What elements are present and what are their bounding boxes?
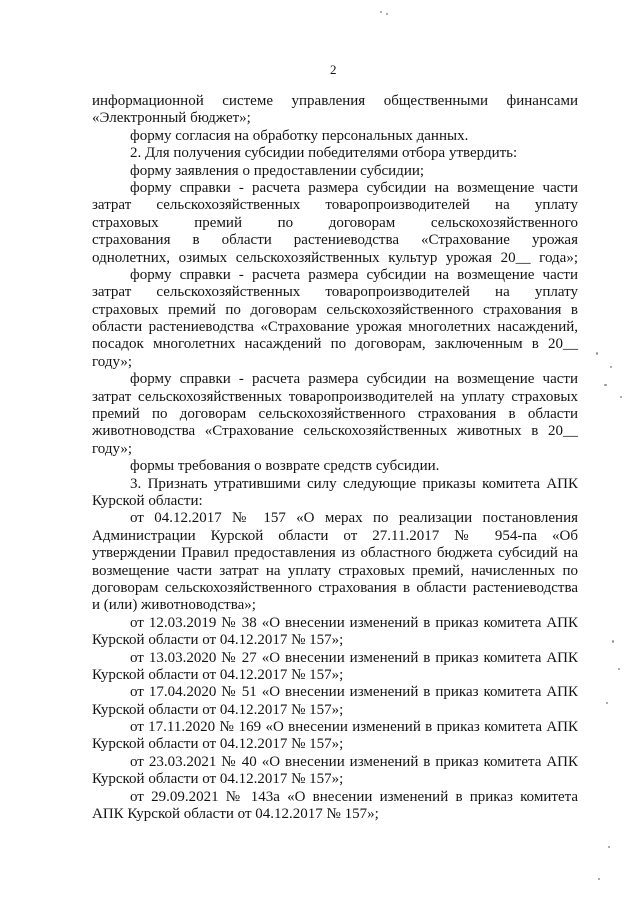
paragraph	[92, 615, 578, 650]
text-line: от 12.03.2019 № 38 «О внесении изменений в приказ комитета АПК	[130, 614, 578, 631]
paragraph	[92, 145, 578, 162]
paragraph	[92, 684, 578, 719]
text-line: году»;	[92, 353, 133, 370]
paragraph	[92, 650, 578, 685]
text-line: утверждении Правил предоставления из областного бюджета субсидий на	[92, 545, 578, 562]
text-line: форму справки - расчета размера субсидии на возмещение части	[130, 266, 578, 283]
text-line: форму справки - расчета размера субсидии на возмещение части	[130, 371, 578, 388]
scan-speck	[606, 702, 608, 704]
text-line: от 17.04.2020 № 51 «О внесении изменений в приказ комитета АПК	[130, 684, 578, 701]
text-line: затрат сельскохозяйственных товаропроизводителей на уплату	[92, 284, 578, 301]
text-line: году»;	[92, 440, 133, 457]
paragraph	[92, 128, 578, 145]
text-line: и (или) животноводства»;	[92, 597, 256, 614]
scan-speck	[612, 640, 614, 643]
text-line: животноводства «Страхование сельскохозяйственных животных в 20__	[92, 423, 578, 440]
scan-speck	[596, 352, 598, 355]
paragraph	[92, 458, 578, 475]
scan-speck	[386, 13, 388, 15]
text-line: форму справки - расчета размера субсидии на возмещение части	[130, 179, 578, 196]
paragraph	[92, 719, 578, 754]
text-line: формы требования о возврате средств субсидии.	[130, 458, 440, 475]
text-line: договорам сельскохозяйственного страхования в области растениеводства	[92, 579, 578, 596]
scan-speck	[610, 366, 612, 368]
paragraph	[92, 163, 578, 180]
scan-speck	[608, 846, 610, 848]
text-line: затрат сельскохозяйственных товаропроизводителей на уплату	[92, 197, 578, 214]
text-line: однолетних, озимых сельскохозяйственных культур урожая 20__ года»;	[92, 249, 578, 266]
scan-speck	[380, 11, 382, 13]
scan-speck	[598, 878, 600, 880]
scan-speck	[618, 668, 620, 670]
text-line: от 17.11.2020 № 169 «О внесении изменений в приказ комитета АПК	[130, 719, 578, 736]
text-line: «Электронный бюджет»;	[92, 110, 251, 127]
paragraph	[92, 267, 578, 371]
text-line: Курской области от 04.12.2017 № 157»;	[92, 771, 344, 788]
text-line: от 13.03.2020 № 27 «О внесении изменений в приказ комитета АПК	[130, 649, 578, 666]
text-line: форму заявления о предоставлении субсидии;	[130, 162, 425, 179]
text-line: Курской области от 04.12.2017 № 157»;	[92, 632, 344, 649]
text-line: от 23.03.2021 № 40 «О внесении изменений в приказ комитета АПК	[130, 753, 578, 770]
scan-speck	[620, 396, 622, 398]
text-line: Курской области от 04.12.2017 № 157»;	[92, 736, 344, 753]
text-line: 3. Признать утратившими силу следующие приказы комитета АПК	[130, 475, 578, 492]
text-line: затрат сельскохозяйственных товаропроизводителей на уплату страховых	[92, 388, 578, 405]
text-line: Администрации Курской области от 27.11.2017 № 954-па «Об	[92, 527, 578, 544]
paragraph	[92, 789, 578, 824]
text-line: возмещение части затрат на уплату страховых премий, начисленных по	[92, 562, 578, 579]
text-line: страхования в области растениеводства «Страхование урожая	[92, 232, 578, 249]
text-line: информационной системе управления общественными финансами	[92, 93, 578, 109]
paragraph	[92, 93, 578, 128]
text-line: Курской области от 04.12.2017 № 157»;	[92, 666, 344, 683]
text-line: страховых премий по договорам сельскохозяйственного	[92, 214, 578, 231]
text-line: страховых премий по договорам сельскохозяйственного страхования в	[92, 301, 578, 318]
paragraph	[92, 476, 578, 511]
paragraph	[92, 371, 578, 458]
text-line: области растениеводства «Страхование урожая многолетних насаждений,	[92, 319, 578, 336]
text-line: от 04.12.2017 № 157 «О мерах по реализации постановления	[130, 510, 578, 527]
paragraph	[92, 510, 578, 614]
text-line: Курской области:	[92, 492, 203, 509]
paragraph	[92, 180, 578, 267]
text-line: 2. Для получения субсидии победителями отбора утвердить:	[130, 145, 518, 162]
text-line: премий по договорам сельскохозяйственного страхования в области	[92, 406, 578, 423]
scan-speck	[604, 384, 607, 386]
paragraph	[92, 754, 578, 789]
text-line: АПК Курской области от 04.12.2017 № 157»;	[92, 806, 379, 823]
text-line: от 29.09.2021 № 143а «О внесении изменений в приказ комитета	[130, 788, 578, 805]
document-body	[92, 93, 578, 823]
text-line: посадок многолетних насаждений по договорам, заключенным в 20__	[92, 336, 578, 353]
page-number: 2	[330, 62, 337, 77]
text-line: форму согласия на обработку персональных данных.	[130, 127, 469, 144]
text-line: Курской области от 04.12.2017 № 157»;	[92, 701, 344, 718]
